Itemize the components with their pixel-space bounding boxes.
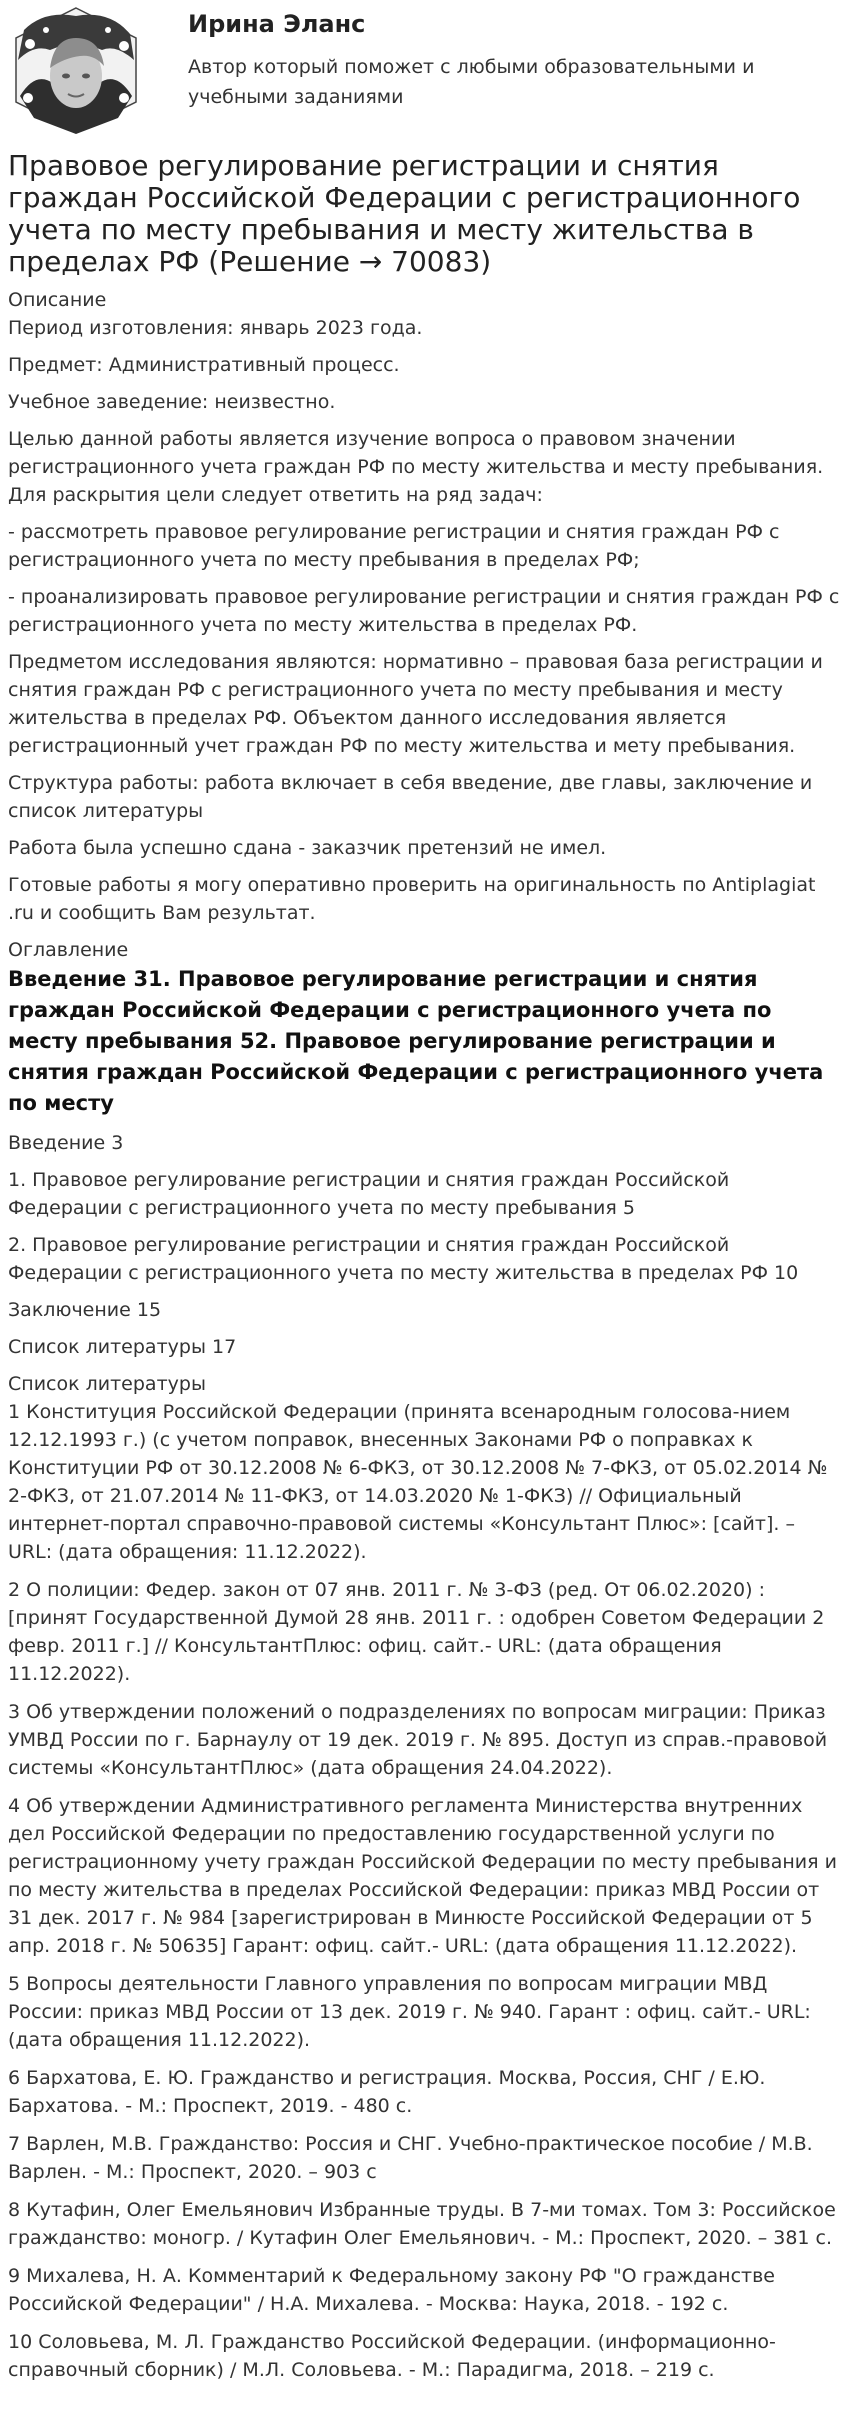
description-paragraph: Период изготовления: январь 2023 года.: [8, 317, 423, 339]
reference-item: 2 О полиции: Федер. закон от 07 янв. 2011 г. № 3-ФЗ (ред. От 06.02.2020) : [принят Государственной Думой 28 янв. 2011 г. : одобрен Советом Федерации 2 февр. 2011 г.] // КонсультантПлюс: офиц. сайт.- URL: (дата обращения 11.12.2022).: [8, 1579, 825, 1685]
reference-item: 9 Михалева, Н. А. Комментарий к Федеральному закону РФ "О гражданстве Российской Федерации" / Н.А. Михалева. - Москва: Наука, 2018. - 192 с.: [8, 2265, 775, 2315]
author-card: [8, 0, 841, 140]
reference-item: 6 Бархатова, Е. Ю. Гражданство и регистрация. Москва, Россия, СНГ / Е.Ю. Бархатова. - М.: Проспект, 2019. - 480 с.: [8, 2067, 766, 2117]
toc-item: 2. Правовое регулирование регистрации и снятия граждан Российской Федерации с регистрационного учета по месту жительства в пределах РФ 10: [8, 1234, 799, 1284]
description-paragraph: Учебное заведение: неизвестно.: [8, 391, 336, 413]
reference-item: 3 Об утверждении положений о подразделениях по вопросам миграции: Приказ УМВД России по г. Барнаулу от 19 дек. 2019 г. № 895. Доступ из справ.-правовой системы «КонсультантПлюс» (дата обращения 24.04.2022).: [8, 1701, 828, 1779]
description-paragraph: - проанализировать правовое регулирование регистрации и снятия граждан РФ с регистрационного учета по месту жительства в пределах РФ.: [8, 586, 840, 636]
reference-item: 4 Об утверждении Административного регламента Министерства внутренних дел Российской Федерации по предоставлению государственной услуги по регистрационному учету граждан Российской Федерации по месту пребывания и по месту жительства в пределах Российской Федерации: приказ МВД России от 31 дек. 2017 г. № 984 [зарегистрирован в Минюсте Российской Федерации от 5 апр. 2018 г. № 50635] Гарант: офиц. сайт.- URL: (дата обращения 11.12.2022).: [8, 1795, 837, 1957]
author-description: Автор который поможет с любыми образовательными и учебными заданиями: [188, 56, 755, 108]
author-avatar[interactable]: [6, 0, 146, 140]
refs-section: [8, 1398, 841, 2384]
description-paragraph: Целью данной работы является изучение вопроса о правовом значении регистрационного учета граждан РФ по месту жительства и месту пребывания. Для раскрытия цели следует ответить на ряд задач:: [8, 428, 824, 506]
toc-item: Список литературы 17: [8, 1336, 237, 1358]
description-paragraph: - рассмотреть правовое регулирование регистрации и снятия граждан РФ с регистрационного учета по месту пребывания в пределах РФ;: [8, 521, 780, 571]
description-paragraph: Предметом исследования являются: нормативно – правовая база регистрации и снятия граждан РФ с регистрационного учета по месту пребывания и месту жительства в пределах РФ. Объектом данного исследования является регистрационный учет граждан РФ по месту жительства и мету пребывания.: [8, 651, 823, 757]
description-section: [8, 314, 841, 927]
reference-item: 7 Варлен, М.В. Гражданство: Россия и СНГ. Учебно-практическое пособие / М.В. Варлен. - М.: Проспект, 2020. – 903 с: [8, 2133, 813, 2183]
description-paragraph: Структура работы: работа включает в себя введение, две главы, заключение и список литературы: [8, 772, 813, 822]
author-name[interactable]: Ирина Эланс: [188, 10, 366, 38]
toc-item: Введение 3: [8, 1132, 124, 1154]
description-label: Описание: [8, 289, 107, 311]
toc-section: [8, 1129, 841, 1361]
toc-item: Заключение 15: [8, 1299, 162, 1321]
toc-label: Оглавление: [8, 939, 129, 961]
reference-item: 10 Соловьева, М. Л. Гражданство Российской Федерации. (информационно-справочный сборник) / М.Л. Соловьева. - М.: Парадигма, 2018. – 219 с.: [8, 2331, 776, 2381]
toc-item: 1. Правовое регулирование регистрации и снятия граждан Российской Федерации с регистрационного учета по месту пребывания 5: [8, 1169, 730, 1219]
page-title: Правовое регулирование регистрации и снятия граждан Российской Федерации с регистрационного учета по месту пребывания и месту жительства в пределах РФ (Решение → 70083): [8, 149, 801, 278]
reference-item: 8 Кутафин, Олег Емельянович Избранные труды. В 7-ми томах. Том 3: Российское гражданство: моногр. / Кутафин Олег Емельянович. - М.: Проспект, 2020. – 381 с.: [8, 2199, 836, 2249]
reference-item: 1 Конституция Российской Федерации (принята всенародным голосова-нием 12.12.1993 г.) (с учетом поправок, внесенных Законами РФ о поправках к Конституции РФ от 30.12.2008 № 6-ФКЗ, от 30.12.2008 № 7-ФКЗ, от 05.02.2014 № 2-ФКЗ, от 21.07.2014 № 11-ФКЗ, от 14.03.2020 № 1-ФКЗ) // Официальный интернет-портал справочно-правовой системы «Консультант Плюс»: [сайт]. – URL: (дата обращения: 11.12.2022).: [8, 1401, 828, 1563]
reference-item: 5 Вопросы деятельности Главного управления по вопросам миграции МВД России: приказ МВД России от 13 дек. 2019 г. № 940. Гарант : офиц. сайт.- URL: (дата обращения 11.12.2022).: [8, 1973, 811, 2051]
description-paragraph: Предмет: Административный процесс.: [8, 354, 400, 376]
refs-label: Список литературы: [8, 1373, 206, 1395]
description-paragraph: Работа была успешно сдана - заказчик претензий не имел.: [8, 837, 607, 859]
toc-heading: Введение 31. Правовое регулирование регистрации и снятия граждан Российской Федерации с регистрационного учета по месту пребывания 52. Правовое регулирование регистрации и снятия граждан Российской Федерации с регистрационного учета по месту: [8, 967, 824, 1115]
description-paragraph: Готовые работы я могу оперативно проверить на оригинальность по Antiplagiat .ru и сообщить Вам результат.: [8, 874, 816, 924]
